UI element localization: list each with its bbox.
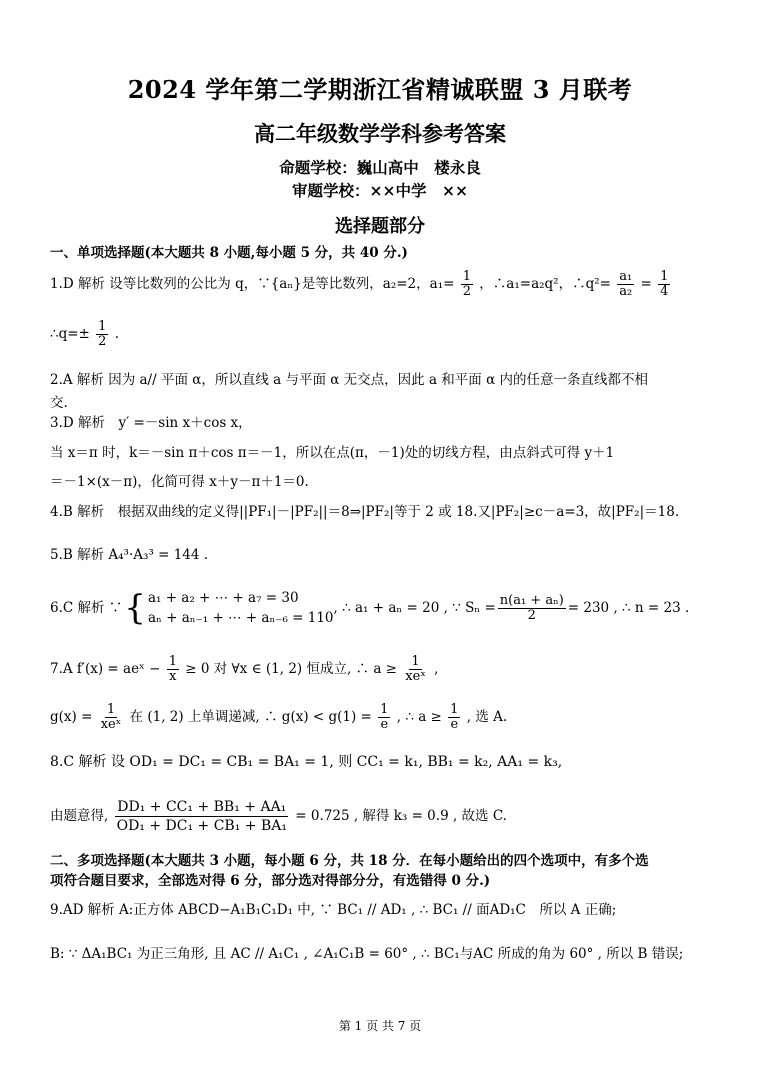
q7-text-pre: 7.A f′(x) = aeˣ − bbox=[50, 661, 161, 677]
q6-text-mid: , ∴ a₁ + aₙ = 20 , ∵ Sₙ = bbox=[333, 600, 496, 616]
q7-fraction-1: $\frac{1}{x}$ bbox=[168, 654, 177, 684]
author-line: 命题学校：巍山高中 楼永良 bbox=[279, 158, 481, 177]
page-subtitle: 高二年级数学学科参考答案 bbox=[254, 121, 506, 146]
q7-fraction-2: $\frac{1}{\text{xeˣ}}$ bbox=[405, 654, 426, 684]
q3-line-1: 3.D 解析 y′ =－sin x＋cos x， bbox=[50, 415, 252, 431]
q1-fraction-2: $\frac{\text{a₁}}{\text{a₂}}$ bbox=[619, 269, 633, 299]
q6-text-pre: 6.C 解析 ∵ bbox=[50, 600, 123, 616]
q6-system bbox=[148, 588, 334, 628]
q2-line-1: 2.A 解析 因为 a// 平面 α，所以直线 a 与平面 α 无交点，因此 a 和平面 α 内的任意一条直线都不相 bbox=[50, 372, 649, 388]
q7-a-text: , ∴ a ≥ bbox=[396, 709, 442, 725]
q9-line-1: 9.AD 解析 A:正方体 ABCD−A₁B₁C₁D₁ 中, ∵ BC₁ // AD₁ , ∴ BC₁ // 面AD₁C 所以 A 正确; bbox=[50, 902, 617, 918]
q3-line-3: ＝－1×(x－π)，化简可得 x＋y－π＋1＝0. bbox=[50, 474, 309, 490]
q1-result-fraction: $\frac{1}{2}$ bbox=[98, 319, 107, 349]
q6-line bbox=[50, 588, 715, 628]
q1-line-2 bbox=[50, 320, 715, 349]
q7-g-fraction: $\frac{1}{\text{xeˣ}}$ bbox=[100, 702, 122, 732]
q6-equation-1: a₁ + a₂ + ⋯ + a₇ = 30 bbox=[147, 590, 299, 606]
q1-text-a: 1.D 解析 设等比数列的公比为 q，∵{aₙ}是等比数列，a₂=2，a₁= bbox=[50, 276, 455, 292]
q4-line: 4.B 解析 根据双曲线的定义得||PF₁|－|PF₂||＝8⇒|PF₂|等于 2 或 18.又|PF₂|≥c－a=3，故|PF₂|＝18. bbox=[50, 504, 680, 520]
part2-heading-2: 项符合题目要求，全部选对得 6 分，部分选对得部分分，有选错得 0 分.) bbox=[50, 873, 491, 889]
q7-g1-fraction: $\frac{1}{e}$ bbox=[380, 702, 389, 732]
q1-text-mid: ，∴a₁=a₂q²，∴q²= bbox=[479, 276, 611, 292]
q7-line-2 bbox=[50, 703, 715, 732]
q8-fraction: $\frac{\text{DD₁ + CC₁ + BB₁ + AA₁}}{\text{OD₁ + DC₁ + CB₁ + BA₁}}$ bbox=[116, 799, 287, 834]
q1-equals: = bbox=[640, 276, 652, 292]
q7-g-def: g(x) = bbox=[50, 709, 93, 725]
q2-line-2: 交. bbox=[50, 395, 68, 411]
part2-heading-1: 二、多项选择题(本大题共 3 小题，每小题 6 分，共 18 分．在每小题给出的四个选项中，有多个选 bbox=[50, 853, 649, 869]
q6-text-post: = 230 , ∴ n = 23 . bbox=[567, 600, 690, 616]
q7-text-post: , bbox=[434, 661, 439, 677]
section-title: 选择题部分 bbox=[335, 216, 425, 237]
q8-line-2 bbox=[50, 798, 715, 835]
q6-equation-2: aₙ + aₙ₋₁ + ⋯ + aₙ₋₆ = 110 bbox=[147, 610, 334, 626]
part1-heading: 一、单项选择题(本大题共 8 小题,每小题 5 分，共 40 分.) bbox=[50, 245, 408, 261]
q1-result-post: . bbox=[114, 326, 120, 342]
q1-fraction-1: $\frac{1}{2}$ bbox=[462, 269, 471, 299]
q5-line: 5.B 解析 A₄³·A₃³ = 144 . bbox=[50, 547, 209, 563]
q1-result-pre: ∴q=± bbox=[50, 326, 90, 342]
q7-text-mid: ≥ 0 对 ∀x ∈ (1, 2) 恒成立, ∴ a ≥ bbox=[185, 661, 397, 677]
q6-fraction: $\frac{\text{n(a₁ + aₙ)}}{2}$ bbox=[499, 592, 564, 623]
q1-line-1 bbox=[50, 270, 715, 299]
page-title: 2024 学年第二学期浙江省精诚联盟 3 月联考 bbox=[127, 75, 633, 104]
q3-line-2: 当 x＝π 时，k＝－sin π＋cos π＝－1，所以在点(π，－1)处的切线方程，由点斜式可得 y＋1 bbox=[50, 445, 615, 461]
q7-a-fraction: $\frac{1}{e}$ bbox=[450, 702, 459, 732]
q8-line-1: 8.C 解析 设 OD₁ = DC₁ = CB₁ = BA₁ = 1, 则 CC₁ = k₁, BB₁ = k₂, AA₁ = k₃, bbox=[50, 754, 563, 770]
q7-g-text: 在 (1, 2) 上单调递减, ∴ g(x) < g(1) = bbox=[129, 709, 372, 725]
page-footer: 第 1 页 共 7 页 bbox=[338, 1019, 422, 1033]
q7-line-1 bbox=[50, 655, 715, 684]
q8-text-pre: 由题意得, bbox=[50, 808, 109, 824]
q7-conclusion: , 选 A. bbox=[466, 709, 508, 725]
q8-text-post: = 0.725 , 解得 k₃ = 0.9 , 故选 C. bbox=[295, 808, 507, 824]
q6-brace: { bbox=[124, 588, 146, 628]
q1-fraction-3: $\frac{1}{4}$ bbox=[660, 269, 669, 299]
q9-line-2: B: ∵ ΔA₁BC₁ 为正三角形, 且 AC // A₁C₁ , ∠A₁C₁B = 60° , ∴ BC₁与AC 所成的角为 60° , 所以 B 错误; bbox=[50, 946, 684, 962]
reviewer-line: 审题学校：××中学 ×× bbox=[292, 181, 468, 200]
